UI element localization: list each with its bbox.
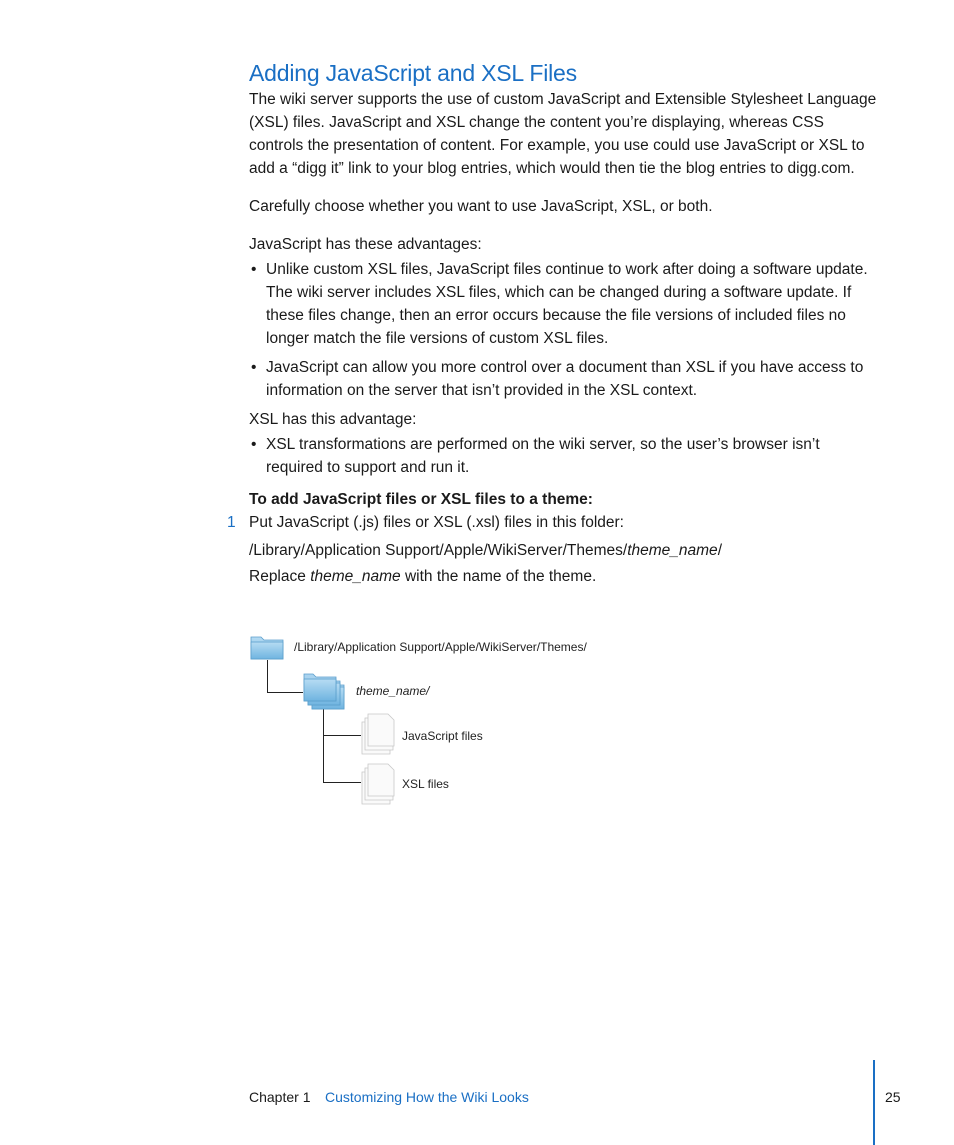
step-number: 1 (227, 514, 236, 531)
list-item (249, 433, 879, 479)
footer-chapter-title: Customizing How the Wiki Looks (325, 1089, 529, 1105)
list-item-text: Unlike custom XSL files, JavaScript files continue to work after doing a software update. The wiki server includes XSL files, which can be changed during a software update. If these files change, then an error occurs because the file versions of included files no longer match the file versions of custom XSL files. (266, 261, 868, 347)
list-item-text: JavaScript can allow you more control over a document than XSL if you have access to information on the server that isn’t provided in the XSL context. (266, 359, 864, 399)
folder-path-variable: theme_name (627, 542, 718, 559)
javascript-files-icon (362, 714, 394, 754)
xsl-advantage-list (249, 433, 879, 479)
list-item (249, 258, 879, 350)
bullet: • (251, 359, 257, 376)
replace-variable: theme_name (310, 568, 401, 585)
main-content (227, 58, 879, 588)
bullet: • (251, 436, 257, 453)
list-item (249, 356, 879, 402)
step-text: Put JavaScript (.js) files or XSL (.xsl) files in this folder: (249, 514, 624, 531)
js-advantages-list (249, 258, 879, 402)
replace-suffix: with the name of the theme. (400, 568, 597, 585)
footer-divider (873, 1060, 875, 1145)
choose-paragraph: Carefully choose whether you want to use JavaScript, XSL, or both. (249, 198, 713, 215)
root-folder-icon (251, 637, 283, 659)
list-item-text: XSL transformations are performed on the wiki server, so the user’s browser isn’t required to support and run it. (266, 436, 820, 476)
theme-folder-label: theme_name/ (356, 684, 430, 698)
step-1 (227, 511, 879, 534)
xsl-files-icon (362, 764, 394, 804)
task-heading: To add JavaScript files or XSL files to a theme: (249, 491, 593, 508)
replace-prefix: Replace (249, 568, 311, 585)
replace-instruction (249, 565, 879, 588)
javascript-files-label: JavaScript files (402, 729, 483, 743)
folder-path-prefix: /Library/Application Support/Apple/WikiServer/Themes/ (249, 542, 628, 559)
tree-connectors (268, 660, 362, 783)
js-advantages-heading: JavaScript has these advantages: (249, 236, 482, 253)
xsl-advantage-heading: XSL has this advantage: (249, 411, 417, 428)
folder-path-suffix: / (717, 542, 722, 559)
footer-chapter: Chapter 1 (249, 1089, 311, 1105)
section-title: Adding JavaScript and XSL Files (249, 60, 577, 86)
page-number: 25 (885, 1089, 901, 1105)
bullet: • (251, 261, 257, 278)
xsl-files-label: XSL files (402, 777, 449, 791)
theme-folders-icon (304, 674, 344, 709)
intro-paragraph: The wiki server supports the use of custom JavaScript and Extensible Stylesheet Language (XSL) files. JavaScript and XSL change the content you’re displaying, whereas CSS controls the presentation of content. For example, you use could use JavaScript or XSL to add a “digg it” link to your blog entries, which would then tie the blog entries to digg.com. (249, 91, 877, 177)
folder-path (249, 539, 879, 562)
root-folder-label: /Library/Application Support/Apple/WikiServer/Themes/ (294, 640, 587, 654)
